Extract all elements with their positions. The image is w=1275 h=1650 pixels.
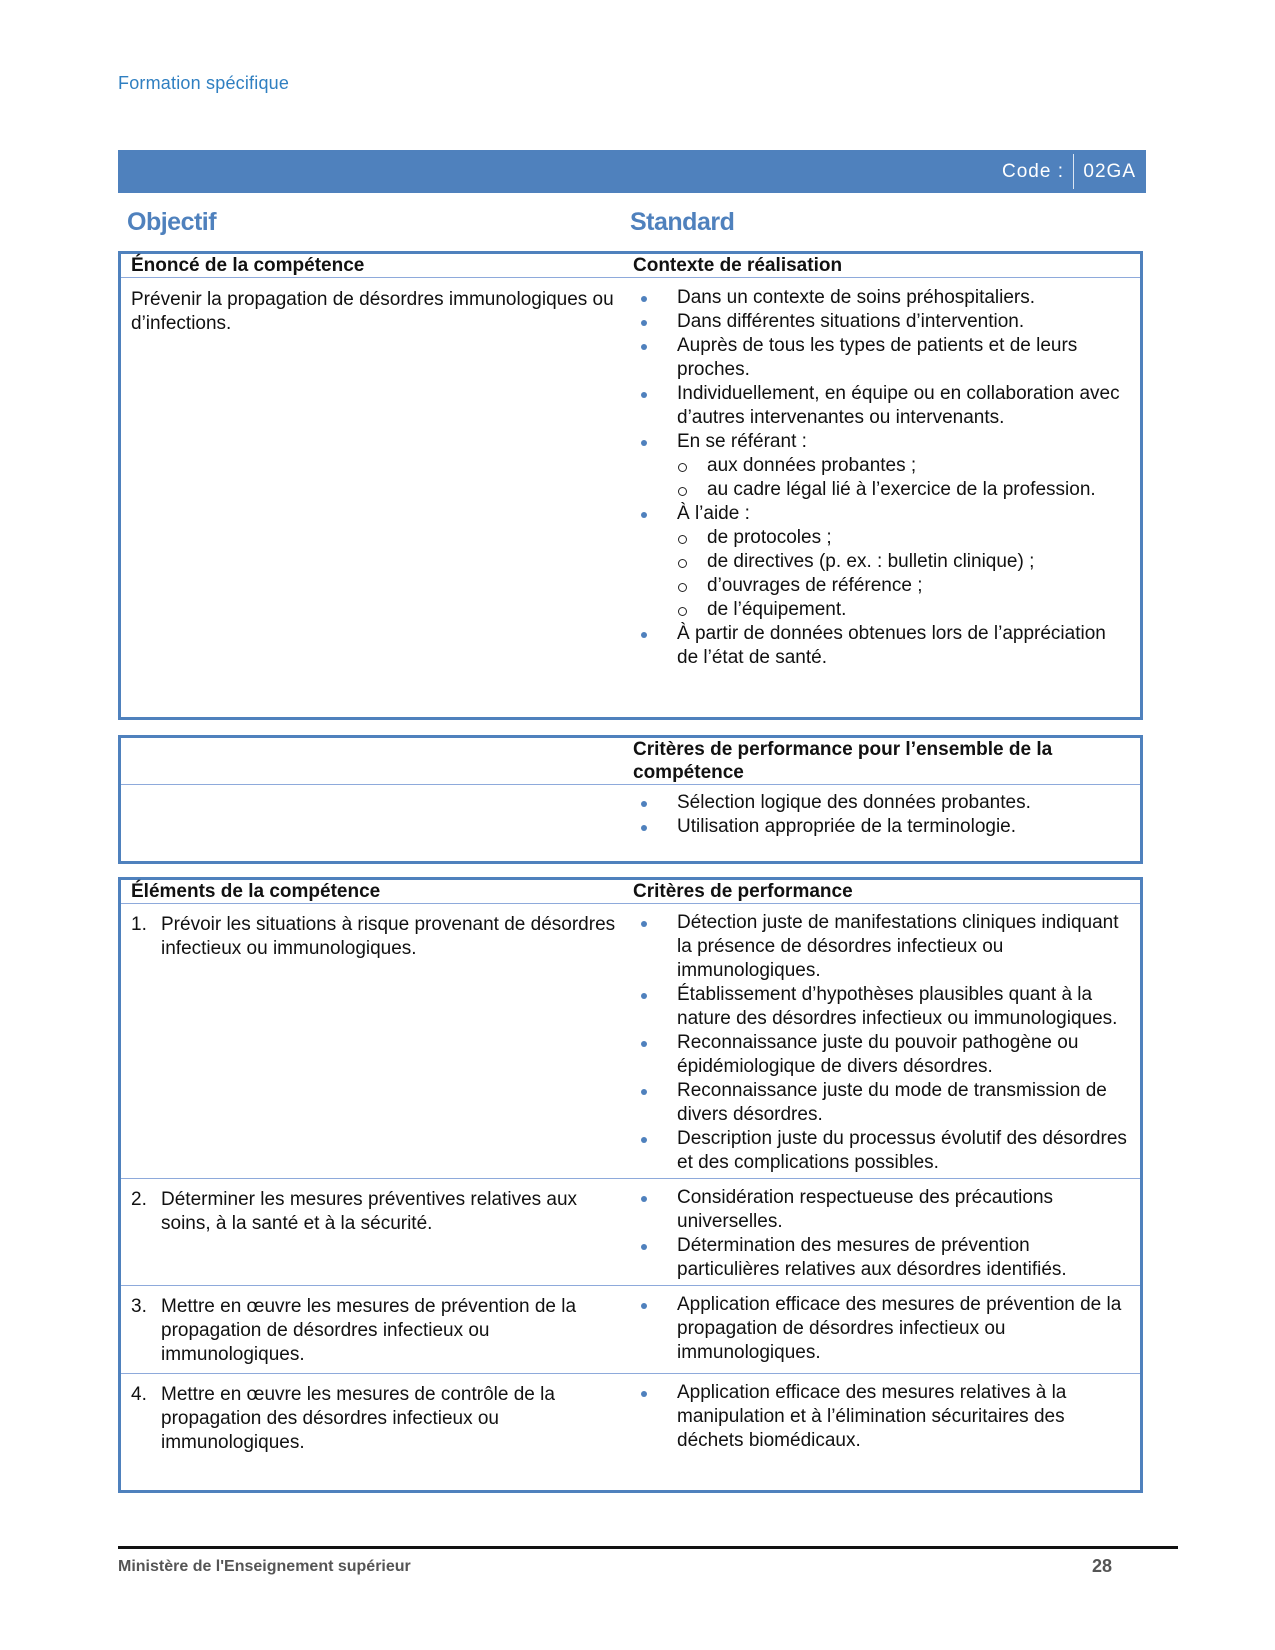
- element-number: 3.: [131, 1296, 147, 1317]
- element-cell: [121, 1286, 633, 1373]
- footer-ministry: Ministère de l'Enseignement supérieur: [118, 1558, 411, 1575]
- criterion-item: Reconnaissance juste du mode de transmission de divers désordres.: [633, 1079, 1130, 1127]
- code-bar: [118, 150, 1146, 193]
- criteria-list: [633, 1293, 1130, 1365]
- element-cell: [121, 1374, 633, 1461]
- competence-statement: Prévenir la propagation de désordres immunologiques ou d’infections.: [131, 289, 614, 334]
- context-item: [633, 622, 1130, 670]
- context-item-text: Individuellement, en équipe ou en collaboration avec d’autres intervenantes ou intervenants.: [677, 383, 1120, 428]
- column-heading-objectif: Objectif: [127, 208, 217, 236]
- criteria-cell: [633, 1286, 1140, 1373]
- criteria-cell: [633, 1179, 1140, 1285]
- context-item: [633, 382, 1130, 430]
- context-list-cell: [633, 278, 1140, 670]
- criterion-item: Reconnaissance juste du pouvoir pathogène ou épidémiologique de divers désordres.: [633, 1031, 1130, 1079]
- overall-criteria-list: [633, 791, 1130, 839]
- code-divider: [1073, 154, 1074, 189]
- element-cell: [121, 904, 633, 1178]
- context-sub-item: de l’équipement.: [677, 598, 1130, 622]
- context-sub-item: d’ouvrages de référence ;: [677, 574, 1130, 598]
- criterion-item: Considération respectueuse des précautions universelles.: [633, 1186, 1130, 1234]
- element-text: Déterminer les mesures préventives relatives aux soins, à la santé et à la sécurité.: [161, 1189, 578, 1234]
- context-item: [633, 334, 1130, 382]
- overall-criteria-cell: [633, 785, 1140, 839]
- footer-divider: [118, 1546, 1178, 1549]
- table-row: [121, 1178, 1140, 1285]
- context-item-text: Dans différentes situations d’intervention.: [677, 311, 1025, 332]
- context-item: [633, 430, 1130, 502]
- element-item: [131, 1383, 623, 1455]
- overall-criteria-table: [118, 735, 1143, 864]
- criteria-cell: [633, 1374, 1140, 1461]
- element-text: Mettre en œuvre les mesures de contrôle de la propagation des désordres infectieux ou immunologiques.: [161, 1384, 555, 1453]
- table-row: [121, 1285, 1140, 1373]
- criteria-cell: [633, 904, 1140, 1178]
- criterion-item: Établissement d’hypothèses plausibles quant à la nature des désordres infectieux ou immunologiques.: [633, 983, 1130, 1031]
- code-label: Code :: [1002, 161, 1064, 182]
- context-sub-list: [677, 526, 1130, 622]
- criterion-item: Application efficace des mesures de prévention de la propagation de désordres infectieux ou immunologiques.: [633, 1293, 1130, 1365]
- overall-criterion: Utilisation appropriée de la terminologie.: [633, 815, 1130, 839]
- element-text: Mettre en œuvre les mesures de prévention de la propagation de désordres infectieux ou immunologiques.: [161, 1296, 577, 1365]
- element-number: 4.: [131, 1384, 147, 1405]
- context-item: [633, 502, 1130, 622]
- table-row: [121, 784, 1140, 839]
- element-text: Prévoir les situations à risque provenant de désordres infectieux ou immunologiques.: [161, 914, 616, 959]
- context-item-text: À partir de données obtenues lors de l’appréciation de l’état de santé.: [677, 623, 1106, 668]
- element-number: 2.: [131, 1189, 147, 1210]
- context-item: [633, 310, 1130, 334]
- element-item: [131, 913, 623, 961]
- context-sub-item: aux données probantes ;: [677, 454, 1130, 478]
- element-item: [131, 1295, 623, 1367]
- criteria-list: [633, 911, 1130, 1175]
- element-cell: [121, 1179, 633, 1285]
- criterion-item: Détection juste de manifestations cliniques indiquant la présence de désordres infectieux ou immunologiques.: [633, 911, 1130, 983]
- context-header: Contexte de réalisation: [633, 255, 843, 276]
- context-sub-item: au cadre légal lié à l’exercice de la profession.: [677, 478, 1130, 502]
- criterion-item: Application efficace des mesures relatives à la manipulation et à l’élimination sécuritaires des déchets biomédicaux.: [633, 1381, 1130, 1453]
- criterion-item: Détermination des mesures de prévention particulières relatives aux désordres identifiés.: [633, 1234, 1130, 1282]
- empty-cell: [121, 738, 633, 784]
- table-header-row: [121, 880, 1140, 903]
- overall-criteria-header: Critères de performance pour l’ensemble de la compétence: [633, 739, 1053, 783]
- table-header-row: [121, 738, 1140, 784]
- elements-header: Éléments de la compétence: [131, 881, 381, 902]
- context-item-text: Auprès de tous les types de patients et de leurs proches.: [677, 335, 1078, 380]
- code-value: 02GA: [1083, 161, 1136, 182]
- criteria-header: Critères de performance: [633, 881, 853, 902]
- context-item-text: Dans un contexte de soins préhospitaliers.: [677, 287, 1036, 308]
- competence-statement-table: [118, 251, 1143, 720]
- empty-cell: [121, 785, 633, 839]
- page-number: 28: [1092, 1556, 1113, 1576]
- table-row: [121, 903, 1140, 1178]
- elements-table: [118, 877, 1143, 1493]
- context-list: [633, 286, 1130, 670]
- table-row: [121, 1373, 1140, 1461]
- element-number: 1.: [131, 914, 147, 935]
- context-item-text: À l’aide :: [677, 503, 750, 524]
- section-label: Formation spécifique: [118, 73, 290, 93]
- criteria-list: [633, 1186, 1130, 1282]
- overall-criterion: Sélection logique des données probantes.: [633, 791, 1130, 815]
- table-header-row: [121, 254, 1140, 277]
- context-sub-list: [677, 454, 1130, 502]
- criteria-list: [633, 1381, 1130, 1453]
- context-sub-item: de protocoles ;: [677, 526, 1130, 550]
- column-heading-standard: Standard: [630, 208, 735, 236]
- context-sub-item: de directives (p. ex. : bulletin clinique) ;: [677, 550, 1130, 574]
- element-item: [131, 1188, 623, 1236]
- table-row: [121, 277, 1140, 670]
- context-item-text: En se référant :: [677, 431, 807, 452]
- statement-header: Énoncé de la compétence: [131, 255, 365, 276]
- criterion-item: Description juste du processus évolutif des désordres et des complications possibles.: [633, 1127, 1130, 1175]
- context-item: [633, 286, 1130, 310]
